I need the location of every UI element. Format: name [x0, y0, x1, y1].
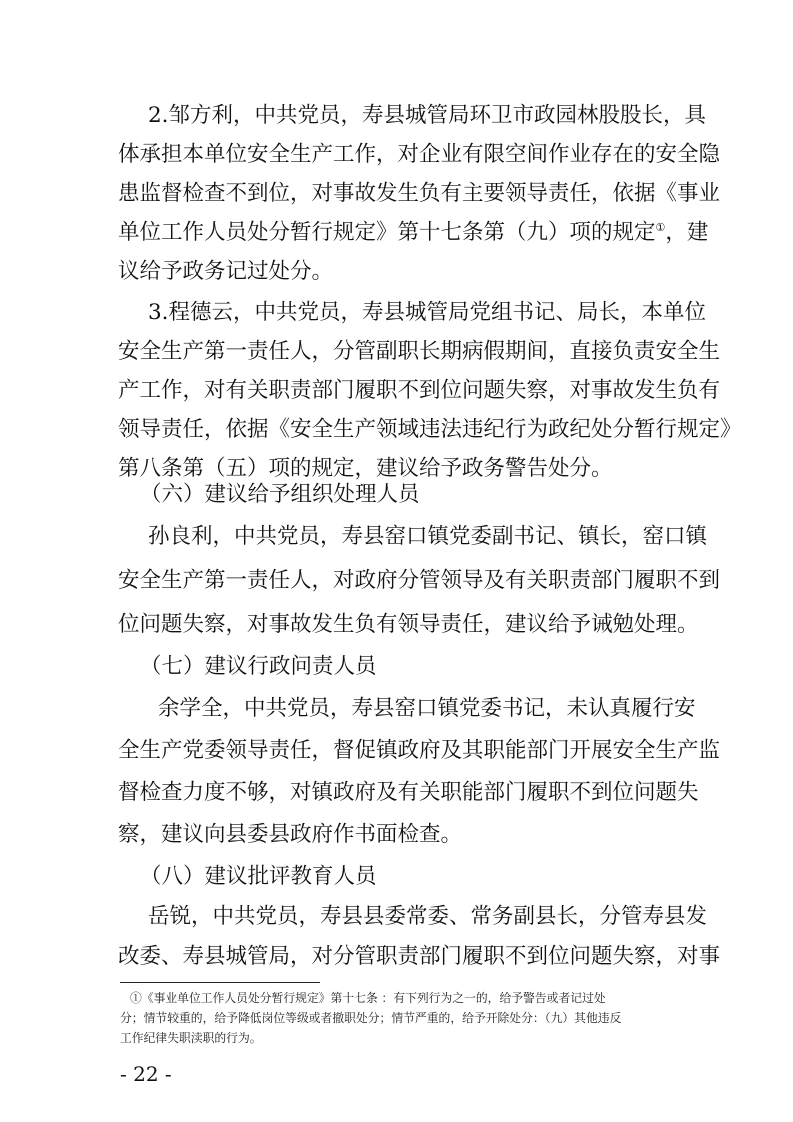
- paragraph-line: 察，建议向县委县政府作书面检查。: [118, 822, 463, 847]
- section-heading: （七）建议行政问责人员: [140, 654, 377, 679]
- footnote-divider: [120, 982, 320, 983]
- paragraph-line: 改委、寿县城管局，对分管职责部门履职不到位问题失察，对事: [118, 944, 721, 969]
- paragraph-line: 产工作，对有关职责部门履职不到位问题失察，对事故发生负有: [118, 378, 721, 403]
- paragraph-line: 2.邹方利，中共党员，寿县城管局环卫市政园林股股长，具: [148, 103, 707, 128]
- paragraph-line: 领导责任，依据《安全生产领域违法违纪行为政纪处分暂行规定》: [118, 417, 742, 442]
- footnote-line: 工作纪律失职渎职的行为。: [120, 1031, 262, 1045]
- paragraph-line: 安全生产第一责任人，分管副职长期病假期间，直接负责安全生: [118, 339, 721, 364]
- paragraph-line: 议给予政务记过处分。: [118, 259, 334, 284]
- paragraph-line: 位问题失察，对事故发生负有领导责任，建议给予诫勉处理。: [118, 612, 699, 637]
- paragraph-line: 安全生产第一责任人，对政府分管领导及有关职责部门履职不到: [118, 568, 721, 593]
- paragraph-line: 患监督检查不到位，对事故发生负有主要领导责任，依据《事业: [118, 181, 721, 206]
- paragraph-line: 岳锐，中共党员，寿县县委常委、常务副县长，分管寿县发: [148, 904, 708, 929]
- paragraph-line: 第八条第（五）项的规定，建议给予政务警告处分。: [118, 456, 613, 481]
- paragraph-line: 督检查力度不够，对镇政府及有关职能部门履职不到位问题失: [118, 780, 699, 805]
- section-heading: （六）建议给予组织处理人员: [140, 482, 420, 507]
- paragraph-text: 单位工作人员处分暂行规定》第十七条第（九）项的规定: [118, 220, 656, 245]
- paragraph-line: 体承担本单位安全生产工作，对企业有限空间作业存在的安全隐: [118, 142, 721, 167]
- paragraph-line: 3.程德云，中共党员，寿县城管局党组书记、局长，本单位: [148, 300, 707, 325]
- footnote-line: 分；情节较重的，给予降低岗位等级或者撤职处分；情节严重的，给予开除处分：（九）其他违反: [120, 1011, 622, 1025]
- footnote-reference[interactable]: ①: [655, 220, 666, 234]
- paragraph-line: 孙良利，中共党员，寿县窑口镇党委副书记、镇长，窑口镇: [148, 524, 708, 549]
- page-number: - 22 -: [120, 1062, 172, 1086]
- paragraph-line: 余学全，中共党员，寿县窑口镇党委书记，未认真履行安: [158, 696, 696, 721]
- footnote-line: ①《事业单位工作人员处分暂行规定》第十七条 ：有下列行为之一的，给予警告或者记过处: [130, 991, 606, 1005]
- paragraph-line: 全生产党委领导责任，督促镇政府及其职能部门开展安全生产监: [118, 738, 721, 763]
- paragraph-line-with-footnote: [118, 218, 708, 248]
- section-heading: （八）建议批评教育人员: [140, 864, 377, 889]
- paragraph-text: ，建: [665, 220, 709, 245]
